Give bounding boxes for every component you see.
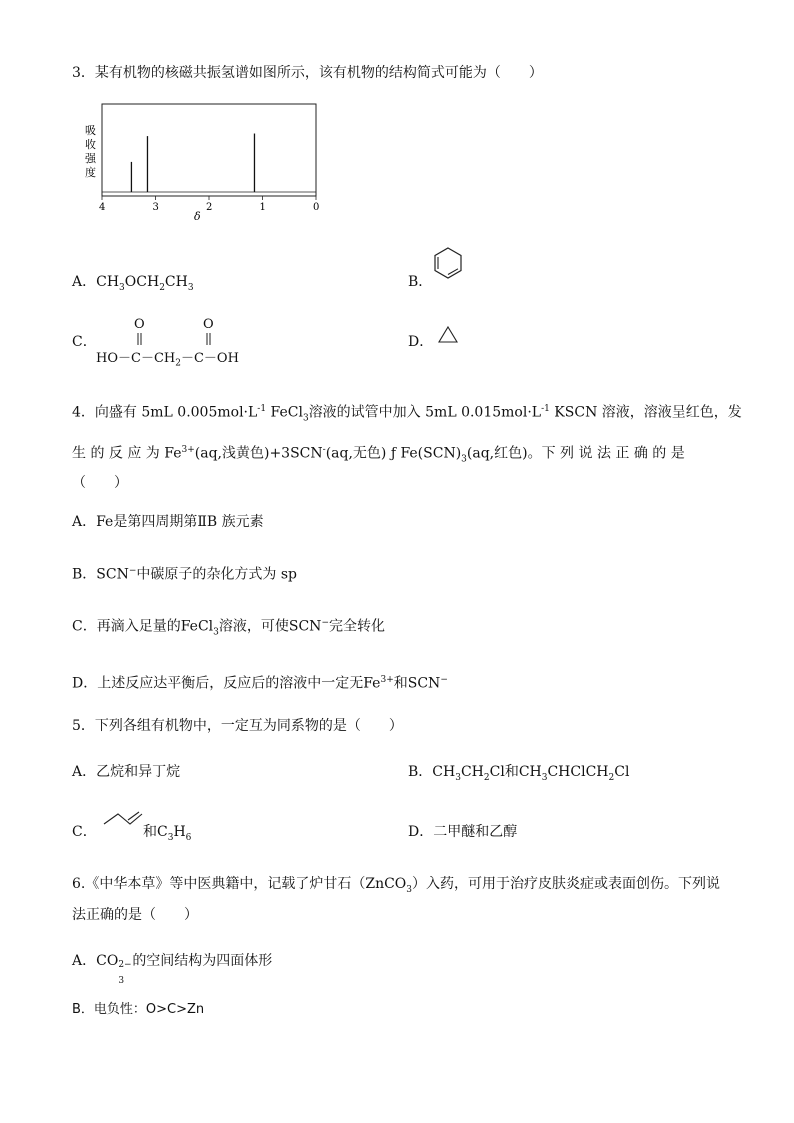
x-symbol: δ xyxy=(194,210,201,223)
q6-option-b: B．电负性：O>C>Zn xyxy=(72,1002,205,1017)
carbonyl-o-left: O xyxy=(134,317,145,332)
q5-option-d: D．二甲醚和乙醇 xyxy=(408,824,518,840)
carbonyl-o-right: O xyxy=(203,317,214,332)
q4-stem-line2: 生 的 反 应 为 $Fe^{3+}(aq$,浅黄色)+3SCN-(aq,无色) ƒ $Fe(SCN)_3(aq$,红色)。下 列 说 法 正 确 的 是 xyxy=(72,445,685,465)
q5-option-c-label: C． xyxy=(72,824,97,840)
q3-stem: 3．某有机物的核磁共振氢谱如图所示，该有机物的结构简式可能为（ ） xyxy=(72,65,543,81)
q4-option-b: B．SCN−中碳原子的杂化方式为 sp xyxy=(72,566,297,583)
ylabel-char-3: 强 xyxy=(85,152,96,165)
malonic-acid-chain: $HO-C-CH_2-C-OH$ xyxy=(96,351,239,369)
x-tick-label: 2 xyxy=(206,202,213,213)
ylabel-char-4: 度 xyxy=(85,166,96,179)
double-bonds-icon xyxy=(130,331,220,347)
q4-option-a: A．Fe是第四周期第ⅡB 族元素 xyxy=(72,514,264,530)
propene-skeleton-icon xyxy=(98,810,144,832)
q3-option-d-label: D． xyxy=(408,334,434,350)
q5-stem: 5．下列各组有机物中，一定互为同系物的是（ ） xyxy=(72,718,403,734)
q6-stem-line2: 法正确的是（ ） xyxy=(72,907,198,923)
spectrum-frame xyxy=(102,104,316,196)
q5-option-a: A．乙烷和异丁烷 xyxy=(72,764,181,780)
q3-option-c-label: C． xyxy=(72,334,97,350)
q5-option-b: B．$CH_3CH_2Cl$和$CH_3CHClCH_2Cl$ xyxy=(408,764,630,783)
q3-option-a: A．$CH_3OCH_2CH_3$ xyxy=(72,274,194,293)
q5-option-c-formula: 和$C_3H_6$ xyxy=(143,824,192,843)
cyclohexadiene-icon xyxy=(432,246,464,280)
nmr-spectrum xyxy=(84,100,334,225)
q4-stem-line3: （ ） xyxy=(72,475,128,491)
x-tick-label: 3 xyxy=(152,202,159,213)
triangle-icon xyxy=(437,325,459,345)
x-tick-label: 0 xyxy=(313,202,320,213)
q6-option-a: A．CO 2− 3 的空间结构为四面体形 xyxy=(72,953,273,986)
q4-option-d: D．上述反应达平衡后，反应后的溶液中一定无$Fe^{3+}$和SCN− xyxy=(72,675,448,692)
q6-stem-line1: 6.《中华本草》等中医典籍中，记载了炉甘石（ZnCO$_3$）入药，可用于治疗皮肤炎症或表面创伤。下列说 xyxy=(72,876,721,895)
ylabel-char-2: 收 xyxy=(85,138,96,151)
x-tick-label: 4 xyxy=(99,202,106,213)
q4-option-c: C．再滴入足量的FeCl$_3$溶液，可使SCN−完全转化 xyxy=(72,618,385,638)
q4-stem-line1: 4．向盛有 5mL $0.005mol\cdot L^{-1}$ FeCl$_3$溶液的试管中加入 5mL $0.015mol\cdot L^{-1}$ KSCN 溶液，溶液呈红色，发 xyxy=(72,404,742,424)
q3-option-b-label: B． xyxy=(408,274,433,290)
ylabel-char-1: 吸 xyxy=(85,124,96,137)
x-tick-label: 1 xyxy=(259,202,266,213)
